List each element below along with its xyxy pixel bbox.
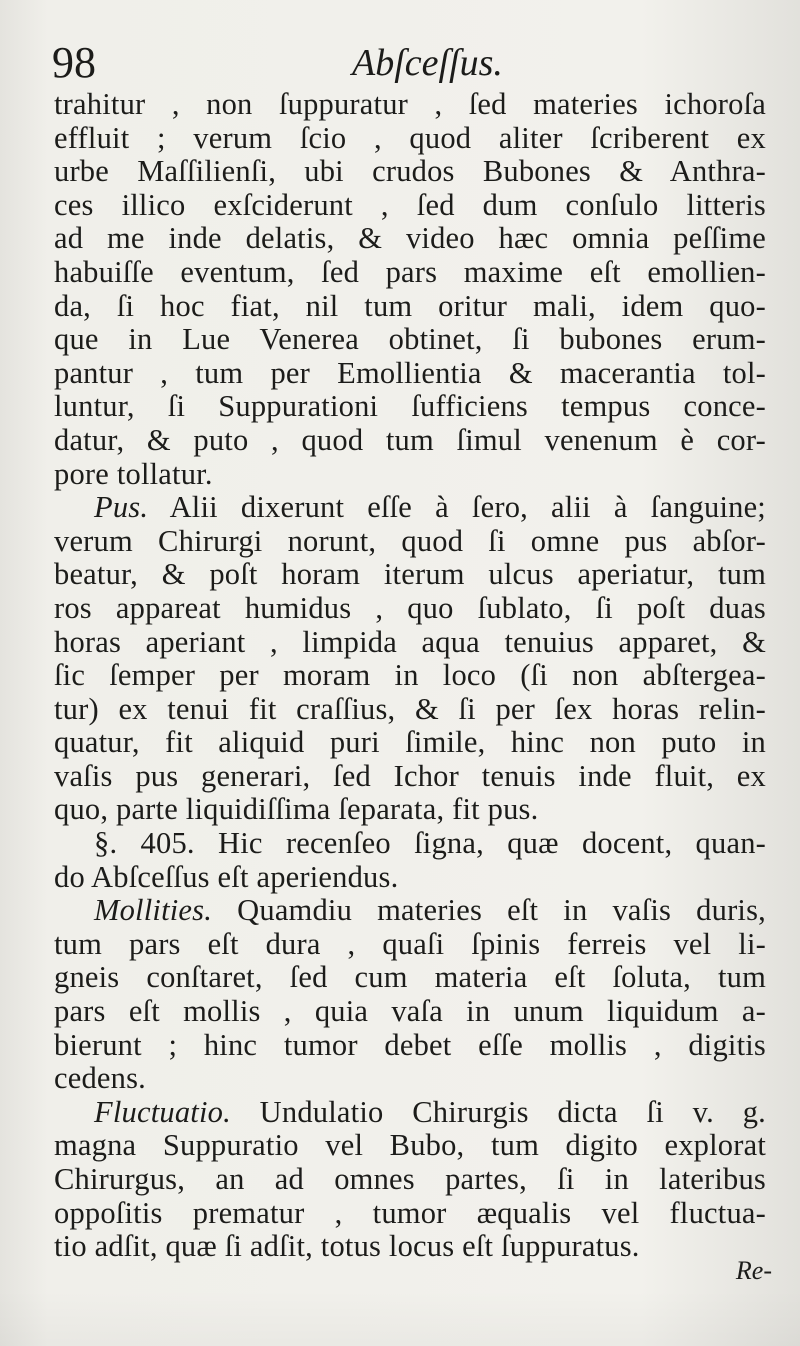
- text-line: cedens.: [54, 1061, 147, 1096]
- text-line: trahitur , non ſuppuratur , ſed materies ichoroſa: [54, 87, 766, 121]
- text-line: quatur, fit aliquid puri ſimile, hinc non puto in: [54, 725, 766, 760]
- text-line-content: Undulatio Chirurgis dicta ſi v. g.: [259, 1094, 766, 1129]
- text-line-content: Quamdiu materies eſt in vaſis duris,: [237, 893, 766, 928]
- text-line: quo, parte liquidiſſima ſeparata, fit pus.: [54, 792, 539, 827]
- text-line: da, ſi hoc fiat, nil tum oritur mali, idem quo-: [54, 288, 766, 323]
- text-line: urbe Maſſilienſi, ubi crudos Bubones & Anthra-: [54, 154, 766, 189]
- text-line: effluit ; verum ſcio , quod aliter ſcriberent ex: [54, 120, 766, 155]
- body-text: [54, 88, 766, 1264]
- text-line: ſic ſemper per moram in loco (ſi non abſtergea-: [54, 658, 766, 693]
- text-line: oppoſitis prematur , tumor æqualis vel fluctua-: [54, 1195, 766, 1230]
- text-line: ros appareat humidus , quo ſublato, ſi poſt duas: [54, 590, 766, 625]
- text-line: tum pars eſt dura , quaſi ſpinis ferreis vel li-: [54, 926, 766, 961]
- marginal-heading: Pus.: [94, 490, 149, 525]
- text-line: do Abſceſſus eſt aperiendus.: [54, 859, 399, 894]
- text-line: tio adſit, quæ ſi adſit, totus locus eſt ſuppuratus.: [54, 1229, 640, 1264]
- text-line: pars eſt mollis , quia vaſa in unum liquidum a-: [54, 994, 766, 1029]
- page-bottom-margin: [0, 1290, 800, 1346]
- text-line-content: Alii dixerunt eſſe à ſero, alii à ſanguine;: [169, 490, 766, 525]
- text-line: datur, & puto , quod tum ſimul venenum è cor-: [54, 422, 766, 457]
- text-line: vaſis pus generari, ſed Ichor tenuis inde fluit, ex: [54, 758, 766, 793]
- text-line: beatur, & poſt horam iterum ulcus aperiatur, tum: [54, 557, 766, 592]
- text-line-content: §. 405. Hic recenſeo ſigna, quæ docent, quan-: [94, 826, 766, 861]
- catchword: Re-: [735, 1256, 772, 1285]
- text-line: pantur , tum per Emollientia & macerantia tol-: [54, 355, 766, 390]
- text-line: luntur, ſi Suppurationi ſufficiens tempus conce-: [54, 389, 766, 424]
- running-title: Abſceſſus.: [352, 42, 503, 84]
- marginal-heading: Mollities.: [94, 893, 213, 928]
- text-line: Chirurgus, an ad omnes partes, ſi in lateribus: [54, 1162, 766, 1196]
- text-line: ad me inde delatis, & video hæc omnia peſſime: [54, 221, 766, 256]
- text-line: bierunt ; hinc tumor debet eſſe mollis , digitis: [54, 1027, 766, 1062]
- text-line: pore tollatur.: [54, 456, 213, 491]
- page-number: 98: [52, 38, 96, 87]
- text-line: [54, 491, 766, 525]
- text-line: gneis conſtaret, ſed cum materia eſt ſoluta, tum: [54, 960, 766, 995]
- text-line: tur) ex tenui fit craſſius, & ſi per ſex horas relin-: [54, 691, 766, 726]
- text-line: magna Suppuratio vel Bubo, tum digito explorat: [54, 1128, 766, 1163]
- text-line: [54, 827, 766, 861]
- text-line: [54, 1096, 766, 1130]
- text-line: horas aperiant , limpida aqua tenuius apparet, &: [54, 624, 766, 659]
- text-line: habuiſſe eventum, ſed pars maxime eſt emollien-: [54, 254, 766, 289]
- page-header: [52, 34, 760, 92]
- text-line: ces illico exſciderunt , ſed dum conſulo litteris: [54, 187, 766, 222]
- text-line: que in Lue Venerea obtinet, ſi bubones erum-: [54, 322, 766, 357]
- marginal-heading: Fluctuatio.: [94, 1094, 231, 1129]
- text-line: [54, 894, 766, 928]
- text-line: verum Chirurgi norunt, quod ſi omne pus abſor-: [54, 523, 766, 558]
